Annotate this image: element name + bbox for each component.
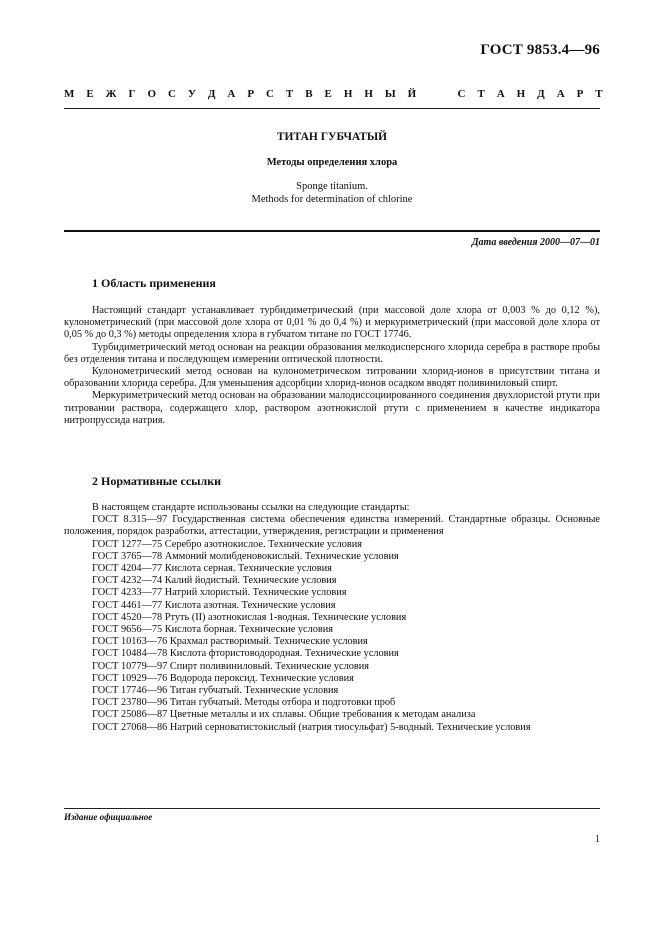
banner-gap: [428, 88, 431, 100]
section-1-paragraph: Турбидиметрический метод основан на реакции образования мелкодисперсного хлорида серебра в растворе пробы без отделения титана и последующем измерении оптической плотности.: [64, 341, 600, 365]
reference-item: ГОСТ 1277—75 Серебро азотнокислое. Технические условия: [92, 538, 362, 550]
reference-item: ГОСТ 10779—97 Спирт поливиниловый. Технические условия: [92, 660, 370, 672]
reference-item: ГОСТ 8.315—97 Государственная система обеспечения единства измерений. Стандартные образцы. Основные положения, порядок разработки, аттестации, утверждения, регистрации и применения: [64, 514, 600, 538]
reference-item: ГОСТ 4520—78 Ртуть (II) азотнокислая 1-водная. Технические условия: [92, 611, 407, 623]
banner-letter: С: [167, 88, 176, 100]
banner-letter: Е: [86, 88, 94, 100]
title-rule: [64, 230, 600, 232]
section-1-heading: 1 Область применения: [92, 276, 216, 290]
banner-letter: Ы: [384, 88, 396, 100]
banner-letter: Й: [407, 88, 417, 100]
section-1-paragraph: Меркуриметрический метод основан на образовании малодиссоциированного соединения двухлористой ртути при титровании раствора, содержащего хлор, раствором азотнокислой ртути с применением в качестве индикатора нитропруссида натрия.: [64, 390, 600, 426]
banner-letter: Т: [477, 88, 485, 100]
english-title-line-1: Sponge titanium.: [296, 181, 368, 192]
reference-item: ГОСТ 25086—87 Цветные металлы и их сплавы. Общие требования к методам анализа: [92, 709, 476, 721]
reference-item: ГОСТ 4232—74 Калий йодистый. Технические условия: [92, 575, 337, 587]
reference-item: ГОСТ 10163—76 Крахмал растворимый. Технические условия: [92, 636, 368, 648]
reference-item: ГОСТ 23780—96 Титан губчатый. Методы отбора и подготовки проб: [92, 697, 396, 709]
header-rule: [64, 108, 600, 109]
reference-item: ГОСТ 27068—86 Натрий серноватистокислый (натрия тиосульфат) 5-водный. Технические условия: [92, 721, 531, 733]
section-1-body: [64, 305, 600, 427]
banner-letter: А: [227, 88, 236, 100]
official-edition-label: Издание официальное: [64, 812, 153, 822]
banner-letter: Д: [537, 88, 545, 100]
document-title: ТИТАН ГУБЧАТЫЙ: [276, 131, 388, 143]
banner-letter: Н: [516, 88, 526, 100]
banner-letter: Е: [324, 88, 332, 100]
banner-letter: В: [305, 88, 313, 100]
reference-item: ГОСТ 4233—77 Натрий хлористый. Технические условия: [92, 587, 347, 599]
english-title: [64, 180, 600, 206]
banner-gap: [443, 88, 446, 100]
page-number: 1: [595, 834, 600, 845]
reference-item: ГОСТ 17746—96 Титан губчатый. Технические условия: [92, 685, 339, 697]
banner-letter: Н: [343, 88, 353, 100]
section-2-body: [64, 502, 600, 734]
reference-item: ГОСТ 10484—78 Кислота фтористоводородная. Технические условия: [92, 648, 399, 660]
banner-letter: У: [187, 88, 196, 100]
banner-letter: Г: [128, 88, 136, 100]
banner-letter: С: [266, 88, 274, 100]
banner-letter: М: [64, 88, 75, 100]
document-subtitle: Методы определения хлора: [266, 157, 398, 168]
banner-letter: Р: [576, 88, 584, 100]
banner-letter: С: [457, 88, 466, 100]
interstate-standard-banner: [64, 88, 603, 100]
date-of-introduction: Дата введения 2000—07—01: [471, 237, 600, 248]
banner-letter: Н: [364, 88, 373, 100]
reference-item: ГОСТ 4204—77 Кислота серная. Технические условия: [92, 563, 332, 575]
section-2-heading: 2 Нормативные ссылки: [92, 474, 222, 488]
banner-letter: Т: [285, 88, 294, 100]
reference-item: ГОСТ 9656—75 Кислота борная. Технические условия: [92, 624, 333, 636]
banner-letter: Т: [595, 88, 603, 100]
reference-item: ГОСТ 3765—78 Аммоний молибденовокислый. Технические условия: [92, 550, 399, 562]
gost-number: ГОСТ 9853.4—96: [480, 42, 600, 58]
english-title-line-2: Methods for determination of chlorine: [251, 194, 413, 205]
banner-letter: Р: [247, 88, 255, 100]
banner-letter: Ж: [105, 88, 117, 100]
footer-rule: [64, 808, 600, 809]
reference-item: ГОСТ 10929—76 Водорода пероксид. Технические условия: [92, 672, 354, 684]
section-1-paragraph: Настоящий стандарт устанавливает турбидиметрический (при массовой доле хлора от 0,003 % до 0,12 %), кулонометрический (при массовой доле хлора от 0,01 % до 0,4 %) и меркуриметрический (при массовой доле хлора от 0,05 % до 0,3 %) методы определения хлора в губчатом титане по ГОСТ 17746.: [64, 305, 600, 341]
banner-letter: О: [147, 88, 156, 100]
banner-letter: А: [496, 88, 505, 100]
reference-item: ГОСТ 4461—77 Кислота азотная. Технические условия: [92, 599, 336, 611]
references-intro: В настоящем стандарте использованы ссылки на следующие стандарты:: [92, 502, 410, 513]
section-1-paragraph: Кулонометрический метод основан на кулонометрическом титровании хлорид-ионов в присутствии титана и образовании хлорида серебра. Для уменьшения адсорбции хлорид-ионов осадком вводят поливиниловый спирт.: [64, 366, 600, 390]
banner-letter: А: [556, 88, 565, 100]
banner-letter: Д: [207, 88, 216, 100]
